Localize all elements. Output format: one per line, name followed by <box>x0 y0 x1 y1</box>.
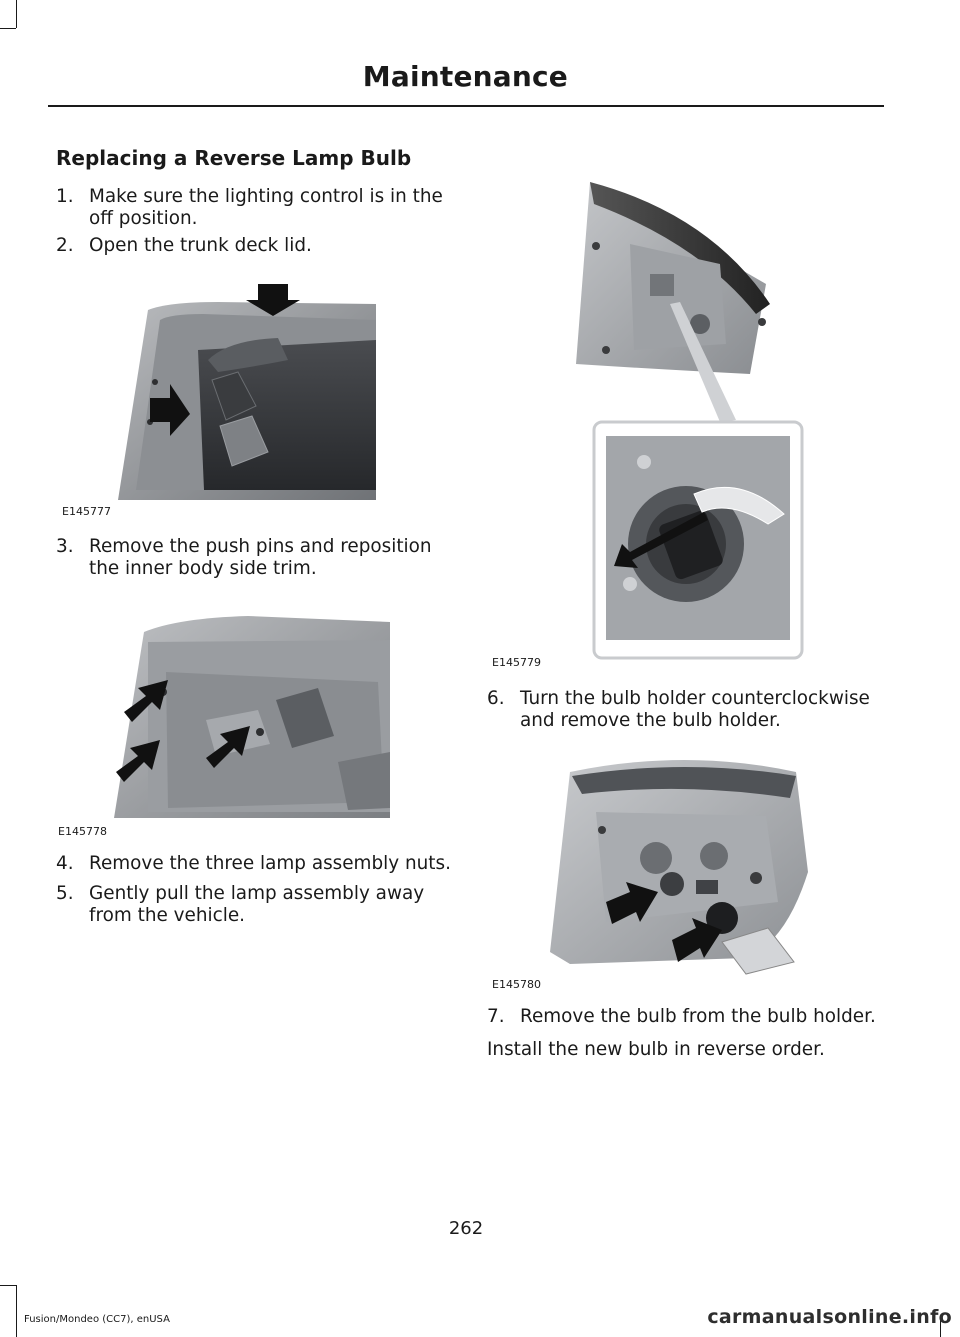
step-1 <box>56 186 448 230</box>
figure-label: E145779 <box>492 656 541 669</box>
step-number: 2. <box>56 235 74 256</box>
page-header-title: Maintenance <box>362 60 568 93</box>
bulb-holder-illustration <box>546 752 812 984</box>
figure-label: E145777 <box>62 505 111 518</box>
step-number: 7. <box>487 1006 505 1027</box>
step-3 <box>56 536 448 580</box>
step-number: 1. <box>56 186 74 207</box>
step-text: Remove the push pins and reposition the inner body side trim. <box>89 536 432 579</box>
crop-mark <box>0 1285 16 1286</box>
figure-trim-pins <box>108 612 390 818</box>
trim-illustration <box>108 612 390 818</box>
lamp-assembly-illustration <box>570 174 806 664</box>
step-number: 5. <box>56 883 74 904</box>
step-text: Turn the bulb holder counterclockwise and remove the bulb holder. <box>520 688 870 731</box>
step-6 <box>487 688 887 732</box>
figure-trunk-interior <box>108 280 376 500</box>
footer-model: Fusion/Mondeo (CC7), enUSA <box>24 1314 170 1325</box>
closing-instruction: Install the new bulb in reverse order. <box>487 1039 825 1060</box>
header-divider <box>48 105 884 107</box>
section-title: Replacing a Reverse Lamp Bulb <box>56 146 412 170</box>
step-4 <box>56 853 456 875</box>
step-number: 3. <box>56 536 74 557</box>
step-text: Make sure the lighting control is in the off position. <box>89 186 443 229</box>
page-number: 262 <box>448 1218 484 1239</box>
crop-mark <box>16 0 17 28</box>
step-7 <box>487 1006 897 1028</box>
step-5 <box>56 883 448 927</box>
figure-lamp-assembly-detail <box>570 174 806 664</box>
figure-label: E145778 <box>58 825 107 838</box>
crop-mark <box>16 1285 17 1337</box>
watermark: carmanualsonline.info <box>707 1306 952 1328</box>
step-number: 6. <box>487 688 505 709</box>
figure-label: E145780 <box>492 978 541 991</box>
step-text: Remove the bulb from the bulb holder. <box>520 1006 876 1027</box>
figure-bulb-holder <box>546 752 812 984</box>
crop-mark <box>0 28 16 29</box>
step-text: Open the trunk deck lid. <box>89 235 312 256</box>
trunk-illustration <box>108 280 376 500</box>
step-2 <box>56 235 448 257</box>
step-text: Remove the three lamp assembly nuts. <box>89 853 451 874</box>
step-text: Gently pull the lamp assembly away from the vehicle. <box>89 883 425 926</box>
step-number: 4. <box>56 853 74 874</box>
